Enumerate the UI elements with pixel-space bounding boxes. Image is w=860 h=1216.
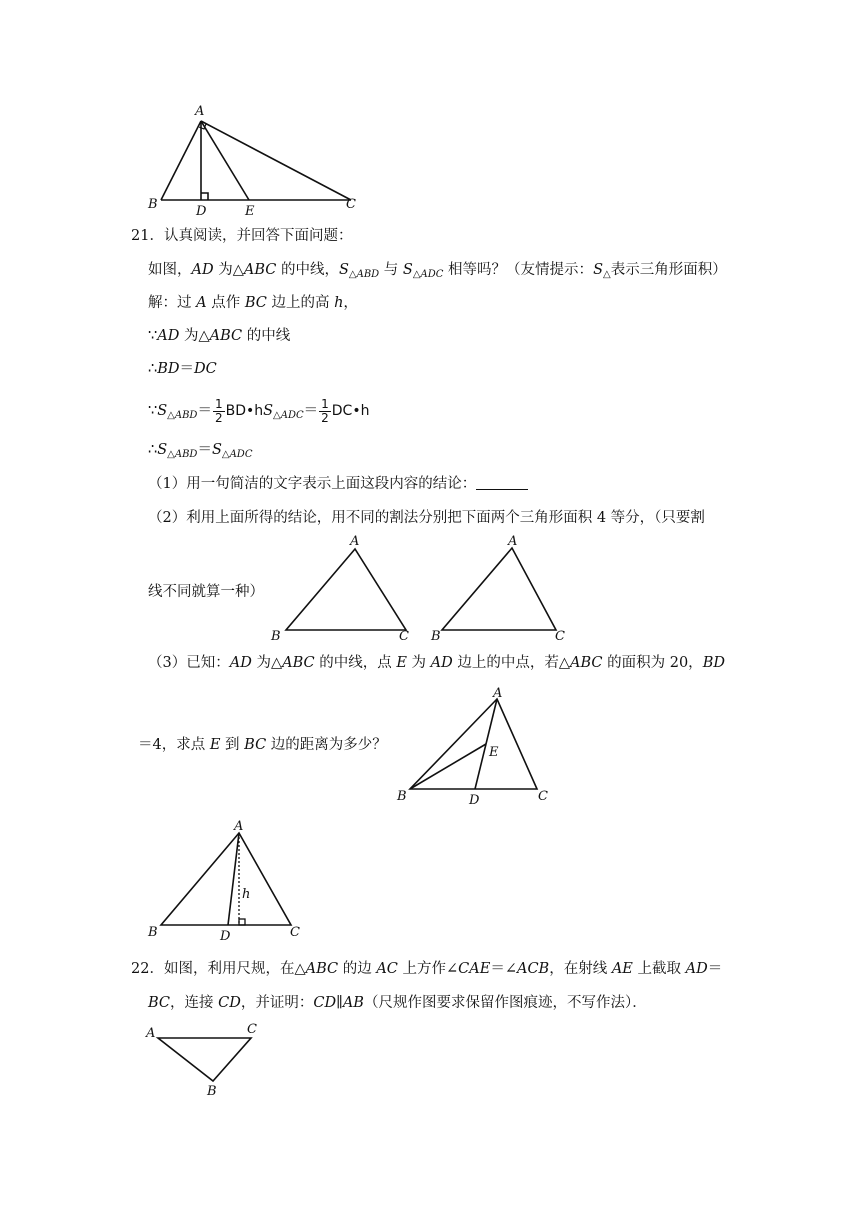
label-a: A (146, 1026, 156, 1041)
label-c: C (538, 789, 548, 804)
label-c: C (399, 629, 409, 644)
label-b: B (148, 925, 158, 940)
q21-number: 21． (131, 228, 164, 244)
label-c: C (555, 629, 565, 644)
label-b: B (397, 789, 407, 804)
figure-part2-left-triangle (268, 534, 418, 646)
figure-top-triangle (140, 100, 370, 220)
label-a: A (234, 819, 244, 834)
q21-therefore-bd-dc: ∴BD＝DC (148, 361, 217, 377)
q21-solution-line1: 解：过 A 点作 BC 边上的高 h， (148, 295, 358, 311)
label-e: E (489, 745, 499, 760)
figure-part3-triangle (395, 686, 560, 808)
label-b: B (431, 629, 441, 644)
q21-because-median: ∵AD 为△ABC 的中线 (148, 328, 291, 344)
q21-part3-line1: （3）已知：AD 为△ABC 的中线，点 E 为 AD 边上的中点，若△ABC 的面积为 20，BD (148, 655, 725, 671)
q21-part3-line2: ＝4，求点 E 到 BC 边的距离为多少？ (138, 737, 387, 753)
label-a: A (508, 534, 518, 549)
label-c: C (346, 197, 356, 212)
q22-line2: BC，连接 CD，并证明：CD∥AB（尺规作图要求保留作图痕迹，不写作法）． (148, 995, 647, 1011)
q21-area-formula: $\because S_{\triangle ABD}=$ $\frac{1}{2}$ $BD•hS_{\triangle ADC}=$ $\frac{1}{2}$ DC•h (148, 396, 370, 425)
fraction-half-1: $\frac{1}{2}$ (214, 396, 223, 425)
q22-line1: 22．如图，利用尺规，在△ABC 的边 AC 上方作∠CAE＝∠ACB，在射线 AE 上截取 AD＝ (131, 961, 723, 977)
q21-problem: 如图，AD 为△ABC 的中线，$S_{\triangle ABD}$ 与 $S_{\triangle ADC}$ 相等吗？（友情提示：$S_\triangle$表示三角形面积） (148, 262, 727, 280)
label-e: E (245, 204, 255, 219)
figure-q22-triangle (140, 1018, 270, 1100)
q21-part1: （1）用一句简洁的文字表示上面这段内容的结论： (148, 474, 528, 494)
q21-part2-line1: （2）利用上面所得的结论，用不同的割法分别把下面两个三角形面积 4 等分，（只要割 (148, 510, 705, 526)
label-a: A (350, 534, 360, 549)
label-h: h (242, 887, 251, 902)
label-a: A (195, 104, 205, 119)
label-d: D (220, 929, 231, 944)
label-c: C (290, 925, 300, 940)
answer-blank[interactable] (476, 475, 528, 490)
label-b: B (271, 629, 281, 644)
q21-part2-line2: 线不同就算一种） (148, 584, 264, 600)
q22-number: 22． (131, 961, 164, 977)
figure-part2-right-triangle (428, 534, 578, 646)
q21-intro: 21．认真阅读，并回答下面问题： (131, 228, 353, 244)
label-c: C (247, 1022, 257, 1037)
label-d: D (469, 793, 480, 808)
label-a: A (493, 686, 503, 701)
q21-therefore-equal-area: $\therefore S_{\triangle ABD}=S_{\triangle ADC}$ (148, 442, 253, 460)
label-b: B (148, 197, 158, 212)
figure-height-triangle (143, 818, 308, 943)
label-b: B (207, 1084, 217, 1099)
label-d: D (196, 204, 207, 219)
fraction-half-2: $\frac{1}{2}$ (321, 396, 329, 425)
